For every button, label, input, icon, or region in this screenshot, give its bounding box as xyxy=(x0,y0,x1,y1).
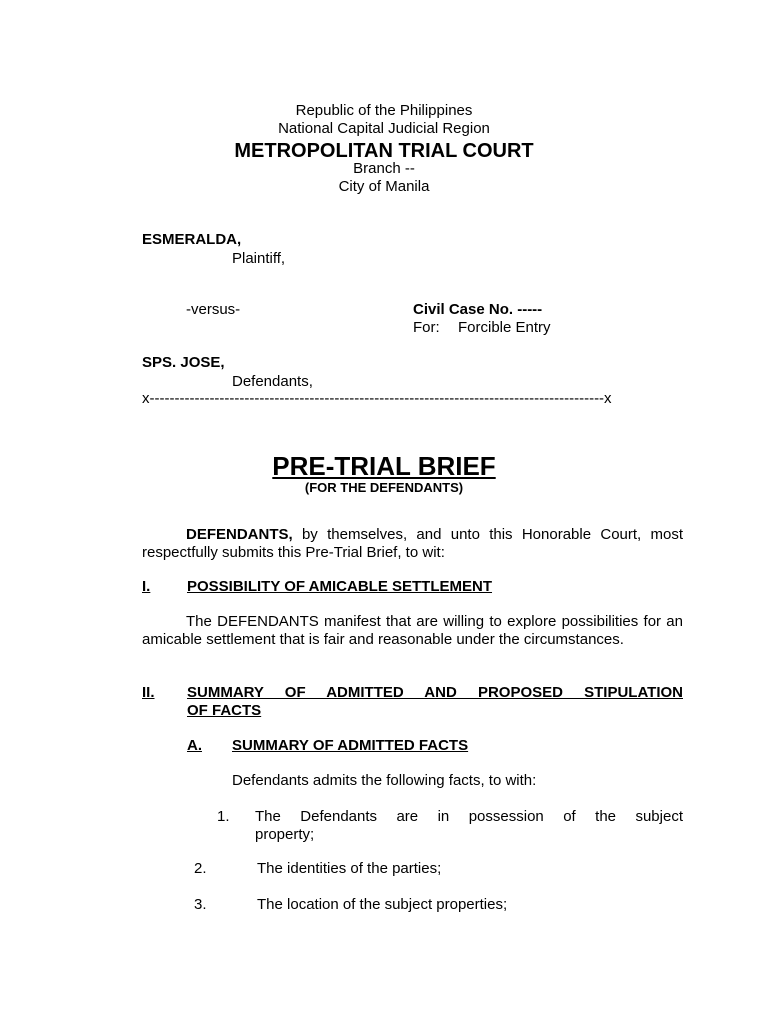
court-name: METROPOLITAN TRIAL COURT xyxy=(234,140,534,162)
item-number: 2. xyxy=(194,860,207,877)
admits-intro: Defendants admits the following facts, to with: xyxy=(232,772,537,789)
item-text-continued: property; xyxy=(255,826,315,843)
section-1-body: The DEFENDANTS manifest that are willing to explore possibilities for an amicable settlement that is fair and reasonable under the circumstances. xyxy=(142,613,683,648)
section-2-number: II. xyxy=(142,684,155,701)
subsection-a-letter: A. xyxy=(187,737,202,754)
document-subtitle: (FOR THE DEFENDANTS) xyxy=(304,480,464,495)
item-text: The Defendants are in possession of the subject xyxy=(255,808,683,825)
intro-text: by themselves, and unto this Honorable Court, most respectfully submits this Pre-Trial Brief, to wit: xyxy=(142,526,683,561)
plaintiff-name: ESMERALDA, xyxy=(142,231,242,248)
section-1-number: I. xyxy=(142,578,151,595)
for-label: For: xyxy=(413,319,440,336)
subsection-a-heading: SUMMARY OF ADMITTED FACTS xyxy=(232,737,469,754)
header-city: City of Manila xyxy=(338,178,430,195)
header-line-republic: Republic of the Philippines xyxy=(295,102,473,119)
intro-lead: DEFENDANTS, xyxy=(186,526,293,543)
item-text: The location of the subject properties; xyxy=(257,896,508,913)
item-number: 3. xyxy=(194,896,207,913)
versus-label: -versus- xyxy=(186,301,241,318)
intro-paragraph xyxy=(142,526,683,562)
header-branch: Branch -- xyxy=(353,160,415,177)
caption-divider: x-------------------------------------------------------------------------------------------x xyxy=(142,390,612,407)
item-number: 1. xyxy=(217,808,230,825)
document-title: PRE-TRIAL BRIEF xyxy=(272,451,496,481)
plaintiff-role: Plaintiff, xyxy=(232,250,286,267)
section-2-heading-line1: SUMMARY OF ADMITTED AND PROPOSED STIPULATION xyxy=(187,684,683,701)
item-text: The identities of the parties; xyxy=(257,860,442,877)
defendant-name: SPS. JOSE, xyxy=(142,354,225,371)
section-1-heading: POSSIBILITY OF AMICABLE SETTLEMENT xyxy=(187,578,493,595)
defendant-role: Defendants, xyxy=(232,373,313,390)
section-2-heading-line2: OF FACTS xyxy=(187,702,262,719)
civil-case-number: Civil Case No. ----- xyxy=(413,301,543,318)
case-nature: Forcible Entry xyxy=(458,319,551,336)
header-line-region: National Capital Judicial Region xyxy=(278,120,490,137)
